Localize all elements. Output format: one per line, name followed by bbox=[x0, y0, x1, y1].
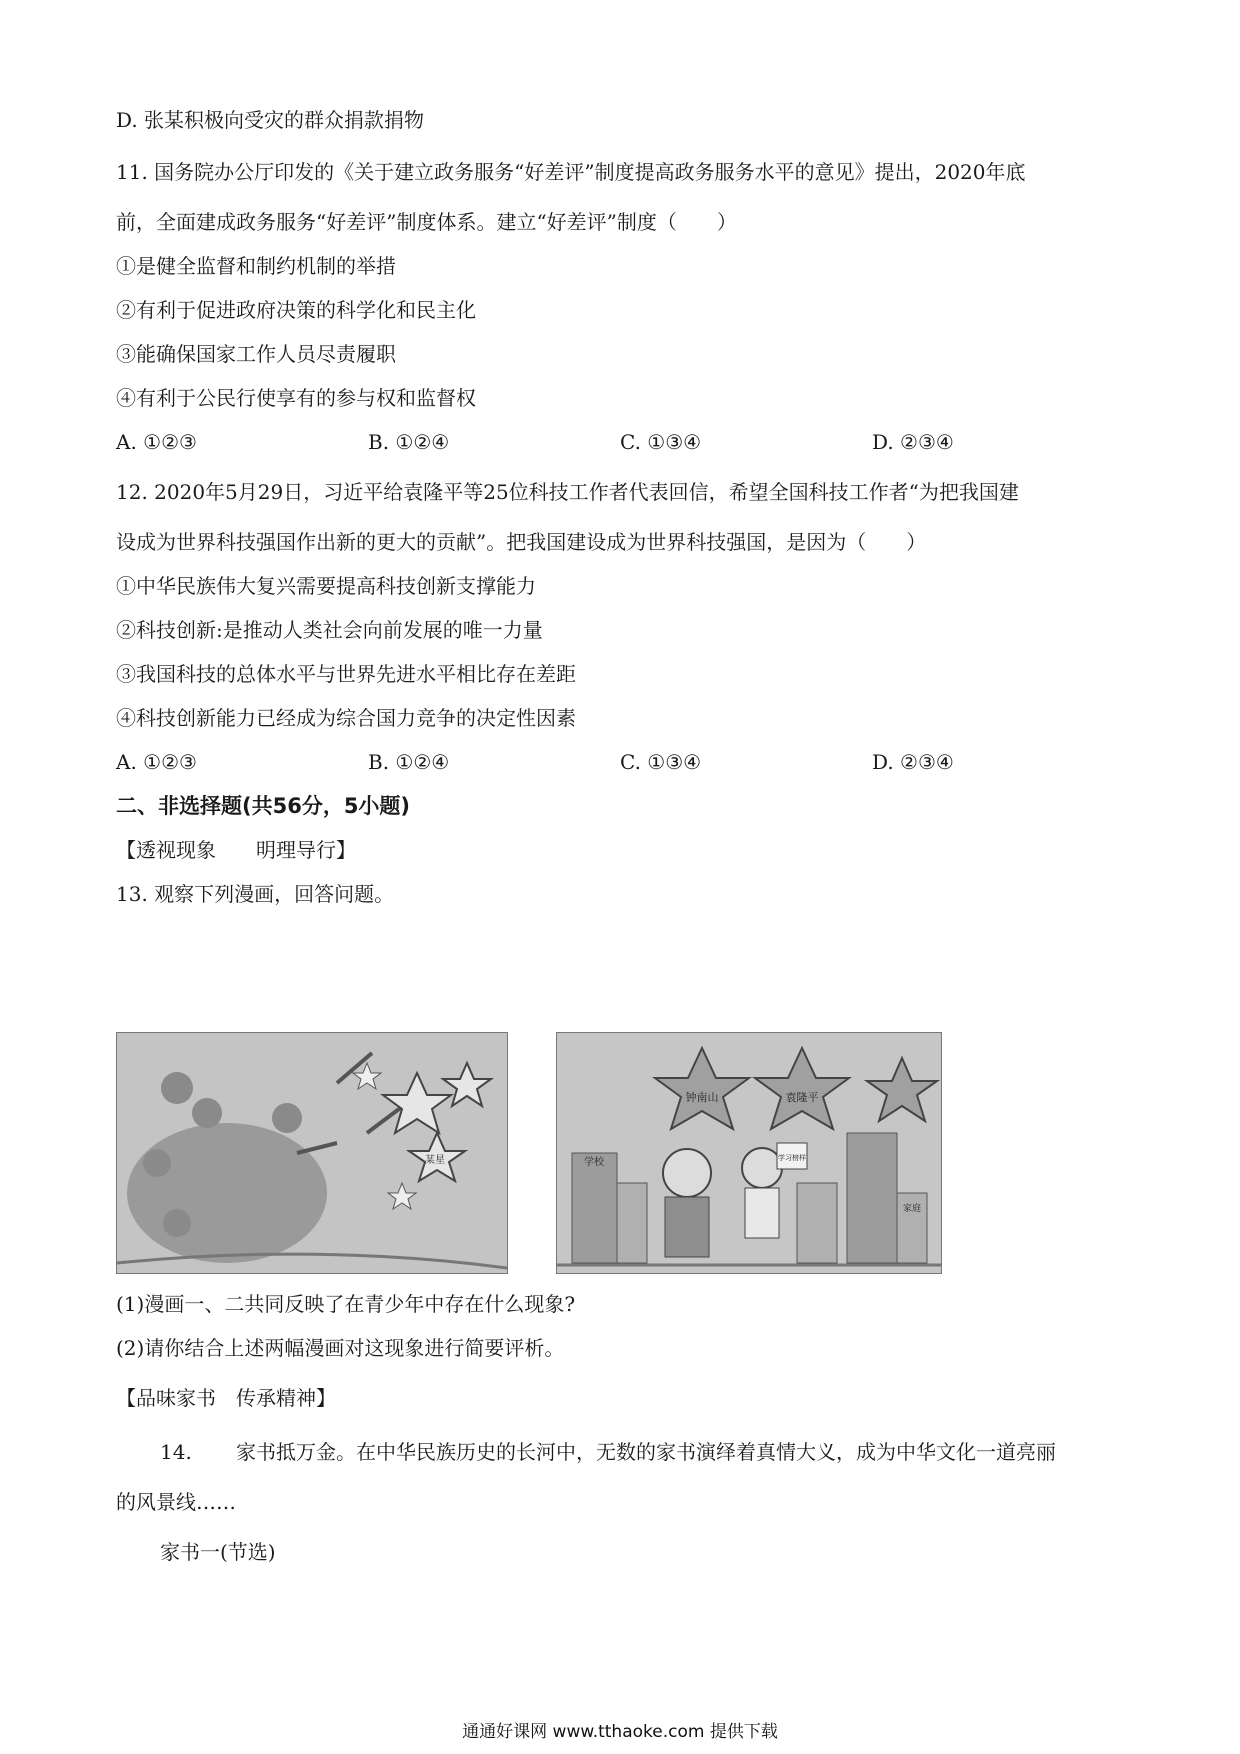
q14-number: 14. bbox=[160, 1440, 192, 1464]
q11-option-d: D. ②③④ bbox=[872, 430, 954, 454]
q11-stem-line1: 11. 国务院办公厅印发的《关于建立政务服务“好差评”制度提高政务服务水平的意见》提出，2020年底 bbox=[116, 160, 1026, 184]
q14-line1: 家书抵万金。在中华民族历史的长河中，无数的家书演绎着真情大义，成为中华文化一道亮丽 bbox=[236, 1440, 1056, 1464]
page-footer: 通通好课网 www.tthaoke.com 提供下载 bbox=[462, 1722, 778, 1742]
q14-line2: 的风景线…… bbox=[116, 1490, 236, 1514]
q12-stem-line1: 12. 2020年5月29日，习近平给袁隆平等25位科技工作者代表回信，希望全国科技工作者“为把我国建 bbox=[116, 480, 1019, 504]
cartoon-2-label-star-1: 钟南山 bbox=[685, 1091, 719, 1104]
section-heading: 二、非选择题(共56分，5小题) bbox=[116, 794, 411, 818]
cartoon-2 bbox=[556, 1032, 942, 1274]
q12-item-3: ③我国科技的总体水平与世界先进水平相比存在差距 bbox=[116, 662, 576, 686]
cartoon-2-label-star-2: 袁隆平 bbox=[785, 1091, 819, 1104]
cartoon-1-label-star: 某星 bbox=[425, 1155, 445, 1166]
q11-option-c: C. ①③④ bbox=[620, 430, 702, 454]
cartoon-2-label-sign: 学习榜样 bbox=[778, 1154, 806, 1162]
q13-stem: 13. 观察下列漫画，回答问题。 bbox=[116, 882, 395, 906]
q12-item-4: ④科技创新能力已经成为综合国力竞争的决定性因素 bbox=[116, 706, 576, 730]
q11-option-a: A. ①②③ bbox=[116, 430, 197, 454]
q11-item-2: ②有利于促进政府决策的科学化和民主化 bbox=[116, 298, 476, 322]
q11-stem-line2: 前，全面建成政务服务“好差评”制度体系。建立“好差评”制度（ ） bbox=[116, 210, 737, 234]
q12-option-b: B. ①②④ bbox=[368, 750, 450, 774]
q11-item-1: ①是健全监督和制约机制的举措 bbox=[116, 254, 396, 278]
q12-item-2: ②科技创新:是推动人类社会向前发展的唯一力量 bbox=[116, 618, 543, 642]
q12-option-c: C. ①③④ bbox=[620, 750, 702, 774]
q11-item-4: ④有利于公民行使享有的参与权和监督权 bbox=[116, 386, 476, 410]
q14-letter-title: 家书一(节选) bbox=[160, 1540, 276, 1564]
q12-item-1: ①中华民族伟大复兴需要提高科技创新支撑能力 bbox=[116, 574, 536, 598]
q12-option-a: A. ①②③ bbox=[116, 750, 197, 774]
cartoon-2-drawing bbox=[557, 1033, 941, 1273]
section-subheading-1: 【透视现象 明理导行】 bbox=[116, 838, 356, 862]
cartoon-1-drawing bbox=[117, 1033, 507, 1273]
q13-sub-question-2: (2)请你结合上述两幅漫画对这现象进行简要评析。 bbox=[116, 1336, 565, 1360]
q13-sub-question-1: (1)漫画一、二共同反映了在青少年中存在什么现象? bbox=[116, 1292, 576, 1316]
section-subheading-2: 【品味家书 传承精神】 bbox=[116, 1386, 336, 1410]
q12-stem-line2: 设成为世界科技强国作出新的更大的贡献”。把我国建设成为世界科技强国，是因为（ ） bbox=[116, 530, 927, 554]
cartoon-2-label-school: 学校 bbox=[584, 1157, 604, 1168]
q11-option-b: B. ①②④ bbox=[368, 430, 450, 454]
q11-item-3: ③能确保国家工作人员尽责履职 bbox=[116, 342, 396, 366]
cartoon-1 bbox=[116, 1032, 508, 1274]
q12-option-d: D. ②③④ bbox=[872, 750, 954, 774]
cartoon-2-label-home: 家庭 bbox=[902, 1204, 922, 1214]
q10-option-d: D. 张某积极向受灾的群众捐款捐物 bbox=[116, 108, 425, 132]
